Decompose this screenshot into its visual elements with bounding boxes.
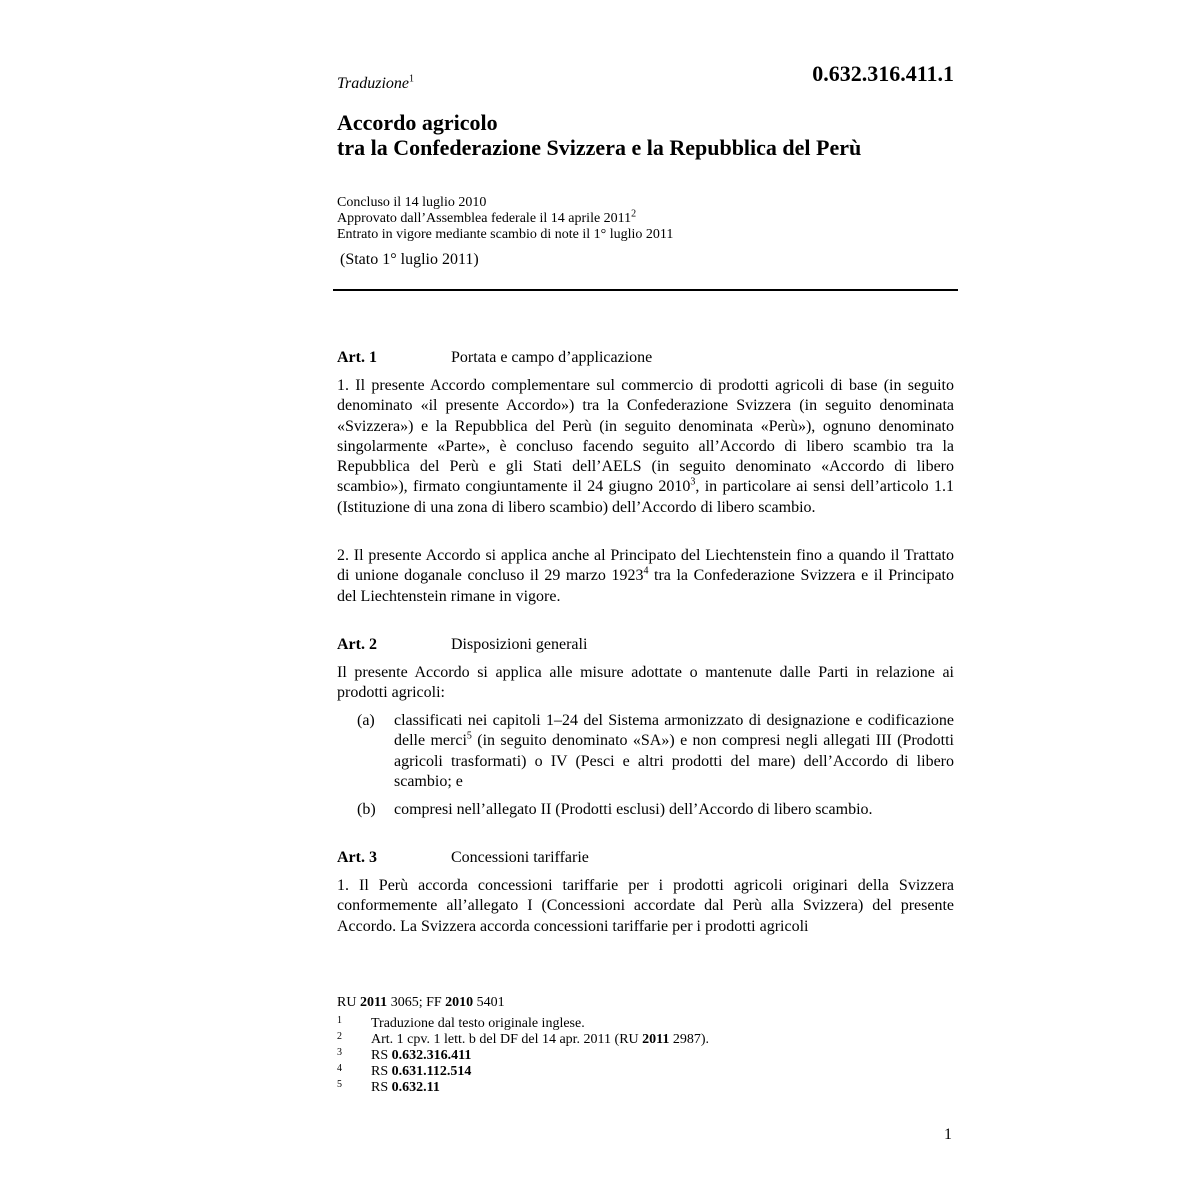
footnote-ref-4[interactable]: 4 <box>643 565 649 577</box>
status-date: (Stato 1° luglio 2011) <box>340 251 479 268</box>
article-2-item-a <box>337 711 954 793</box>
meta-approvato: Approvato dall’Assemblea federale il 14 aprile 2011$^2$ <box>337 208 637 226</box>
header-divider <box>333 289 958 291</box>
document-meta <box>337 195 673 243</box>
article-1-heading <box>337 349 954 369</box>
title-line-2: tra la Confederazione Svizzera e la Repubblica del Perù <box>337 135 862 160</box>
footnote-ref-1[interactable]: 1 <box>409 73 415 85</box>
article-2-title: Disposizioni generali <box>451 636 588 653</box>
article-2-number: Art. 2 <box>337 636 377 653</box>
item-b-label: (b) <box>357 801 376 818</box>
page-number: 1 <box>944 1126 952 1143</box>
footnote-ref-3[interactable]: 3 <box>690 477 696 489</box>
source-reference: RU 2011 3065; FF 2010 5401 <box>337 995 505 1010</box>
document-title <box>337 110 861 160</box>
article-3-heading <box>337 849 954 869</box>
footnote-2: 2 Art. 1 cpv. 1 lett. b del DF del 14 apr. 2011 (RU 2011 2987). <box>337 1031 710 1047</box>
article-3-title: Concessioni tariffarie <box>451 849 589 866</box>
sr-number: 0.632.316.411.1 <box>812 61 954 86</box>
item-a-label: (a) <box>357 712 375 729</box>
translation-note: Traduzione$^1$ <box>337 73 415 92</box>
article-2-heading <box>337 636 954 656</box>
footnote-ref-2[interactable]: 2 <box>631 208 637 220</box>
article-2-intro: Il presente Accordo si applica alle misure adottate o mantenute dalle Parti in relazione ai prodotti agricoli: <box>337 664 954 702</box>
meta-concluso: Concluso il 14 luglio 2010 <box>337 195 487 210</box>
footnote-4: 4 RS 0.631.112.514 <box>337 1063 472 1079</box>
footnote-ref-5[interactable]: 5 <box>466 730 472 742</box>
article-1-number: Art. 1 <box>337 349 377 366</box>
title-line-1: Accordo agricolo <box>337 110 498 135</box>
article-1-title: Portata e campo d’applicazione <box>451 349 653 366</box>
meta-entrato: Entrato in vigore mediante scambio di note il 1° luglio 2011 <box>337 227 674 242</box>
article-1-paragraph-1: 1. Il presente Accordo complementare sul commercio di prodotti agricoli di base (in seguito denominato «il presente Accordo») tra la Confederazione Svizzera (in seguito denominata «Svizzera») e la Repubblica del Perù (in seguito denominata «Perù»), ognuno denominato singolarmente «Parte», è concluso facendo seguito all’Accordo di libero scambio tra la Repubblica del Perù e gli Stati dell’AELS (in seguito denominato «Accordo di libero scambio»), firmato congiuntamente il 24 giugno 2010$^3$, in particolare ai sensi dell’articolo 1.1 (Istituzione di una zona di libero scambio) dell’Accordo di libero scambio. <box>337 377 955 516</box>
item-b-text: compresi nell’allegato II (Prodotti esclusi) dell’Accordo di libero scambio. <box>394 801 873 818</box>
item-a-text: classificati nei capitoli 1–24 del Sistema armonizzato di designazione e codificazione delle merci$^5$ (in seguito denominato «SA») e non compresi negli allegati III (Prodotti agricoli trasformati) o IV (Pesci e altri prodotti del mare) dell’Accordo di libero scambio; e <box>394 712 955 790</box>
article-1-paragraph-2: 2. Il presente Accordo si applica anche al Principato del Liechtenstein fino a quando il Trattato di unione doganale concluso il 29 marzo 1923$^4$ tra la Confederazione Svizzera e il Principato del Liechtenstein rimane in vigore. <box>337 547 954 605</box>
footnote-1: 1 Traduzione dal testo originale inglese. <box>337 1015 585 1031</box>
article-2-item-b <box>337 800 954 820</box>
article-3-paragraph-1: 1. Il Perù accorda concessioni tariffarie per i prodotti agricoli originari della Svizzera conformemente all’allegato I (Concessioni accordate dal Perù alla Svizzera) del presente Accordo. La Svizzera accorda concessioni tariffarie per i prodotti agricoli <box>337 877 954 935</box>
footnote-3: 3 RS 0.632.316.411 <box>337 1047 472 1063</box>
footnote-5: 5 RS 0.632.11 <box>337 1079 440 1095</box>
article-3-number: Art. 3 <box>337 849 377 866</box>
